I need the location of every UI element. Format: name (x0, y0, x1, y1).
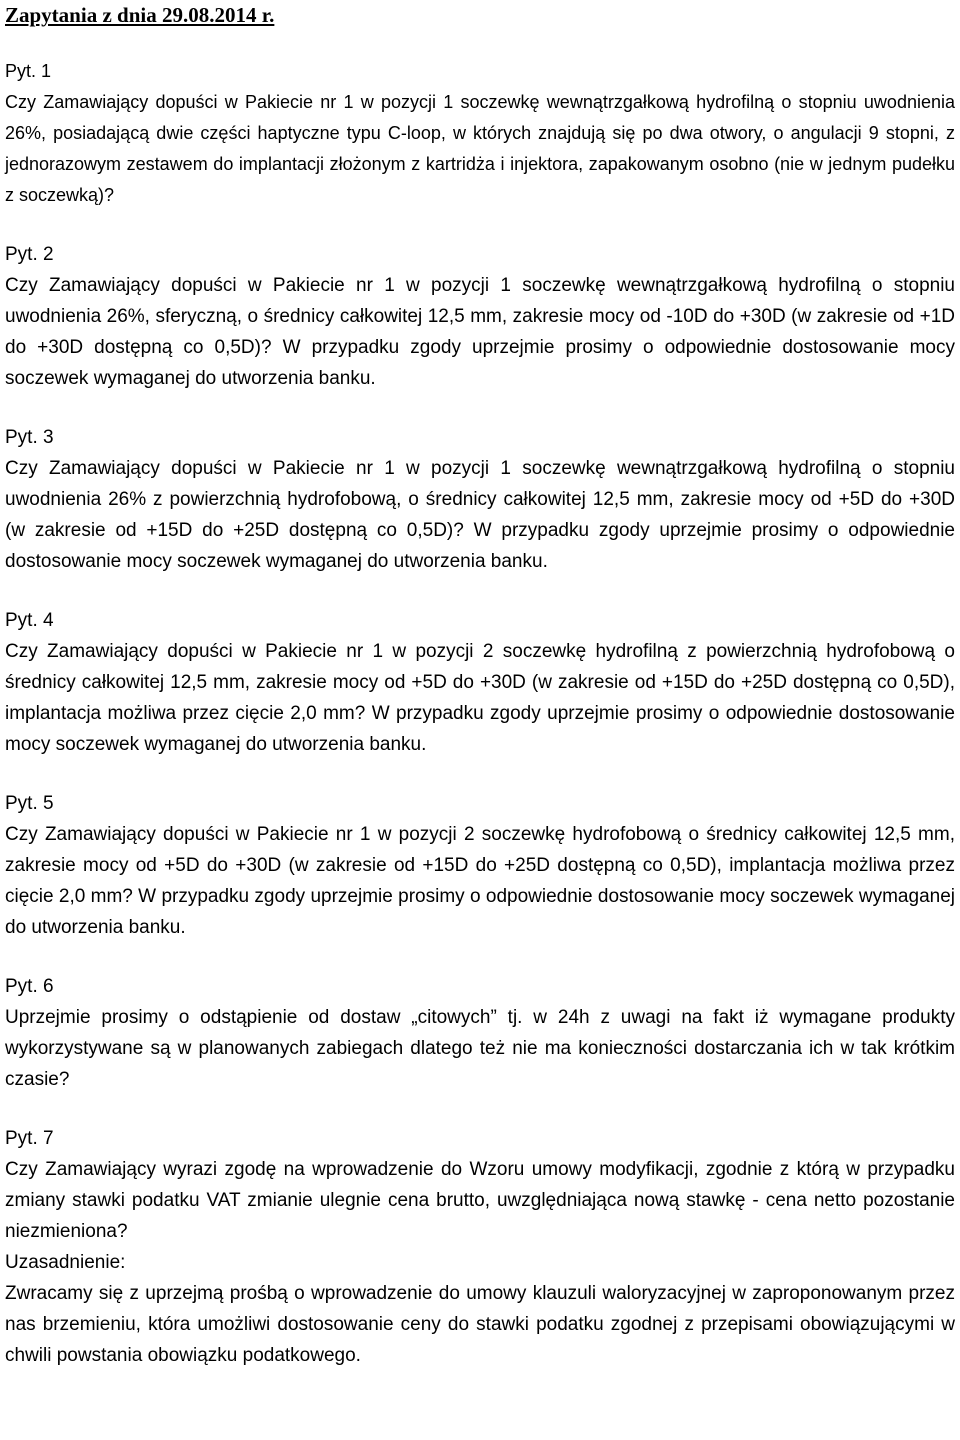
page-title: Zapytania z dnia 29.08.2014 r. (5, 3, 275, 27)
question-text: Czy Zamawiający dopuści w Pakiecie nr 1 w pozycji 1 soczewkę wewnątrzgałkową hydrofilną o stopniu uwodnienia 26% z powierzchnią hydrofobową, o średnicy całkowitej 12,5 mm, zakresie mocy od +5D do +30D (w zakresie od +15D do +25D dostępną co 0,5D)? W przypadku zgody uprzejmie prosimy o odpowiednie dostosowanie mocy soczewek wymaganej do utworzenia banku. (5, 458, 955, 572)
question-7 (5, 1123, 955, 1371)
question-text: Czy Zamawiający dopuści w Pakiecie nr 1 w pozycji 1 soczewkę wewnątrzgałkową hydrofilną o stopniu uwodnienia 26%, posiadającą dwie części haptyczne typu C-loop, w których znajdują się po dwa otwory, o angulacji 9 stopni, z jednorazowym zestawem do implantacji złożonym z kartridża i injektora, zapakowanym osobno (nie w jednym pudełku z soczewką)? (5, 92, 955, 205)
question-6 (5, 971, 955, 1095)
question-label: Pyt. 7 (5, 1128, 54, 1149)
question-text: Czy Zamawiający dopuści w Pakiecie nr 1 w pozycji 1 soczewkę wewnątrzgałkową hydrofilną o stopniu uwodnienia 26%, sferyczną, o średnicy całkowitej 12,5 mm, zakresie mocy od -10D do +30D (w zakresie od +1D do +30D dostępną co 0,5D)? W przypadku zgody uprzejmie prosimy o odpowiednie dostosowanie mocy soczewek wymaganej do utworzenia banku. (5, 275, 955, 389)
question-5 (5, 788, 955, 943)
document-page (5, 0, 955, 1399)
question-4 (5, 605, 955, 760)
question-label: Pyt. 5 (5, 793, 54, 814)
justification-label: Uzasadnienie: (5, 1252, 126, 1273)
question-label: Pyt. 3 (5, 427, 54, 448)
question-label: Pyt. 6 (5, 976, 54, 997)
question-text: Czy Zamawiający dopuści w Pakiecie nr 1 w pozycji 2 soczewkę hydrofobową o średnicy całkowitej 12,5 mm, zakresie mocy od +5D do +30D (w zakresie od +15D do +25D dostępną co 0,5D), implantacja możliwa przez cięcie 2,0 mm? W przypadku zgody uprzejmie prosimy o odpowiednie dostosowanie mocy soczewek wymaganej do utworzenia banku. (5, 824, 955, 938)
question-2 (5, 239, 955, 394)
question-text: Uprzejmie prosimy o odstąpienie od dostaw „citowych” tj. w 24h z uwagi na fakt iż wymagane produkty wykorzystywane są w planowanych zabiegach dlatego też nie ma konieczności dostarczania ich w tak krótkim czasie? (5, 1007, 955, 1090)
question-label: Pyt. 4 (5, 610, 54, 631)
justification-text: Zwracamy się z uprzejmą prośbą o wprowadzenie do umowy klauzuli waloryzacyjnej w zaproponowanym przez nas brzemieniu, która umożliwi dostosowanie ceny do stawki podatku zgodnej z przepisami obowiązującymi w chwili powstania obowiązku podatkowego. (5, 1283, 955, 1366)
question-text: Czy Zamawiający wyrazi zgodę na wprowadzenie do Wzoru umowy modyfikacji, zgodnie z którą w przypadku zmiany stawki podatku VAT zmianie ulegnie cena brutto, uwzględniająca nową stawkę - cena netto pozostanie niezmieniona? (5, 1159, 955, 1242)
question-1 (5, 56, 955, 211)
question-label: Pyt. 1 (5, 61, 52, 81)
question-label: Pyt. 2 (5, 244, 54, 265)
question-3 (5, 422, 955, 577)
question-text: Czy Zamawiający dopuści w Pakiecie nr 1 w pozycji 2 soczewkę hydrofilną z powierzchnią hydrofobową o średnicy całkowitej 12,5 mm, zakresie mocy od +5D do +30D (w zakresie od +15D do +25D dostępną co 0,5D), implantacja możliwa przez cięcie 2,0 mm? W przypadku zgody uprzejmie prosimy o odpowiednie dostosowanie mocy soczewek wymaganej do utworzenia banku. (5, 641, 955, 755)
